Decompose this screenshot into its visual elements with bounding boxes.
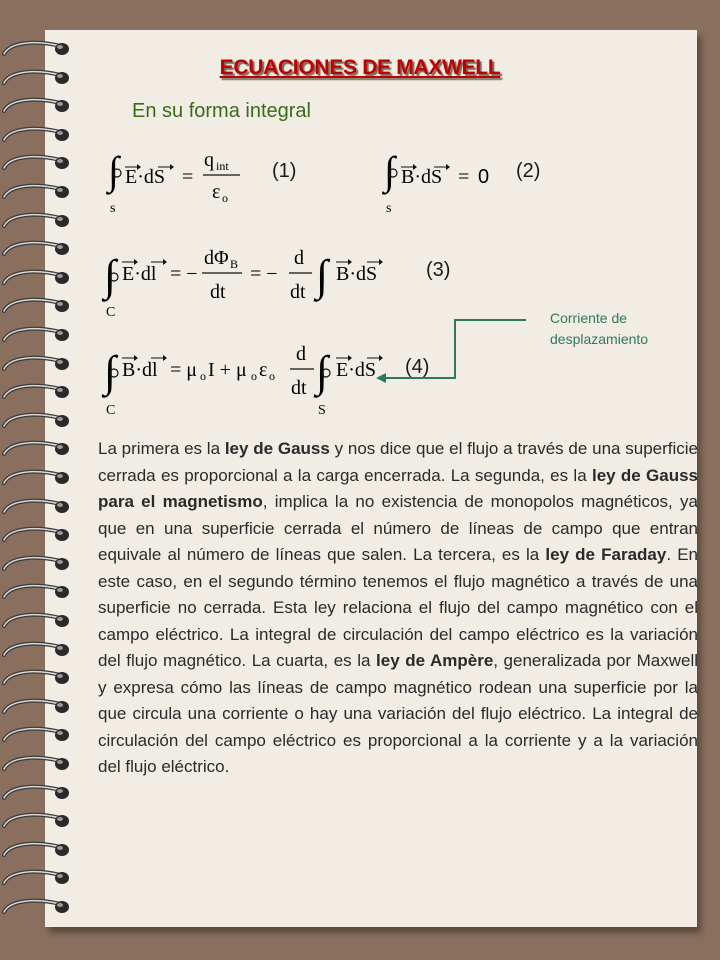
eq2-rhs: 0 — [478, 166, 490, 188]
equation-1-formula — [108, 142, 258, 222]
binding-ring — [0, 324, 78, 348]
svg-text:ε: ε — [212, 181, 221, 203]
binding-ring — [0, 696, 78, 720]
binding-ring — [0, 782, 78, 806]
svg-text:B·dl: B·dl — [122, 359, 158, 381]
binding-ring — [0, 810, 78, 834]
paragraph-text: y nos dice que el flujo a través de una superficie cerrada es proporcional a la carga encerrada. La segunda, es la — [98, 439, 699, 485]
binding-ring — [0, 639, 78, 663]
svg-text:= −: = − — [170, 263, 198, 285]
binding-ring — [0, 553, 78, 577]
equation-2-formula — [384, 142, 494, 222]
svg-text:∫: ∫ — [316, 347, 329, 396]
svg-text:= μ: = μ — [170, 359, 198, 381]
binding-ring — [0, 95, 78, 119]
svg-text:∫: ∫ — [104, 251, 117, 300]
binding-ring — [0, 210, 78, 234]
svg-text:=: = — [182, 166, 194, 188]
eq4-d: d — [296, 343, 306, 365]
binding-ring — [0, 667, 78, 691]
equation-3 — [104, 240, 394, 325]
eq2-surface: s — [386, 201, 392, 216]
paragraph-text: , generalizada por Maxwell y expresa cómo las líneas de campo magnético rodean una superficie por la que circula una corriente o hay una variación del flujo eléctrico. La integral de circulación del campo eléctrico es proporcional a la corriente y a la variación del flujo eléctrico. — [98, 651, 699, 776]
equation-3-number: (3) — [426, 259, 451, 281]
binding-ring — [0, 839, 78, 863]
eq3-numerator: dΦ — [204, 247, 229, 269]
eq4-dt: dt — [291, 377, 307, 399]
equation-3-formula — [104, 240, 394, 320]
svg-text:= −: = − — [250, 263, 278, 285]
binding-ring — [0, 152, 78, 176]
paragraph-text: , implica la no existencia de monopolos magnéticos, ya que en una superficie cerrada el número de líneas de campo que entran equivale al número de líneas que salen. La tercera, es la — [98, 492, 698, 564]
equation-1 — [108, 142, 258, 227]
binding-ring — [0, 410, 78, 434]
note-line-1: Corriente de — [550, 310, 628, 326]
equation-2 — [384, 142, 494, 227]
binding-ring — [0, 867, 78, 891]
binding-ring — [0, 724, 78, 748]
equation-1-number: (1) — [272, 160, 297, 182]
binding-ring — [0, 353, 78, 377]
binding-ring — [0, 381, 78, 405]
eq3-denominator: dt — [210, 281, 226, 303]
eq4-eps-sub: o — [269, 369, 275, 383]
eq3-d: d — [294, 247, 304, 269]
note-line-2: desplazamiento — [550, 331, 649, 347]
paragraph-text: . En este caso, en el segundo término tenemos el flujo magnético a través de una superficie no cerrada. Esta ley relaciona el flujo del campo magnético con el campo eléctrico. La integral de circulación del campo eléctrico es la variación del flujo magnético. La cuarta, es la — [98, 545, 698, 670]
page-subtitle: En su forma integral — [132, 100, 311, 122]
eq4-mu-sub-2: o — [251, 369, 257, 383]
law-name: ley de Ampère — [376, 651, 494, 670]
binding-ring — [0, 238, 78, 262]
annotation-arrow — [370, 310, 540, 390]
binding-ring — [0, 124, 78, 148]
svg-text:∫: ∫ — [104, 347, 117, 396]
svg-text:E·dl: E·dl — [122, 263, 157, 285]
binding-ring — [0, 496, 78, 520]
svg-text:∫: ∫ — [384, 148, 395, 193]
equation-4 — [104, 334, 394, 423]
eq1-denominator-sub: o — [222, 191, 228, 205]
equation-2-number: (2) — [516, 160, 541, 182]
svg-text:∫: ∫ — [316, 251, 329, 300]
eq4-mu-sub-1: o — [200, 369, 206, 383]
svg-text:B·dS: B·dS — [401, 166, 443, 188]
eq1-surface: s — [110, 201, 116, 216]
binding-ring — [0, 896, 78, 920]
explanation-paragraph — [98, 436, 698, 781]
paragraph-text: La primera es la — [98, 439, 225, 458]
svg-text:E·dS: E·dS — [125, 166, 165, 188]
page-title: ECUACIONES DE MAXWELL — [219, 56, 501, 79]
law-name: ley de Faraday — [545, 545, 667, 564]
svg-text:B·dS: B·dS — [336, 263, 378, 285]
equation-4-number: (4) — [405, 356, 430, 378]
eq3-curve: C — [106, 305, 116, 320]
eq4-surface: S — [318, 403, 326, 418]
binding-ring — [0, 267, 78, 291]
svg-text:dt: dt — [290, 281, 306, 303]
binding-ring — [0, 753, 78, 777]
law-name: ley de Gauss — [224, 439, 330, 458]
equation-4-formula — [104, 334, 394, 418]
displacement-current-note — [550, 308, 648, 350]
svg-text:=: = — [458, 166, 470, 188]
binding-ring — [0, 467, 78, 491]
eq1-numerator: q — [204, 149, 214, 171]
eq4-curve: C — [106, 403, 116, 418]
binding-ring — [0, 295, 78, 319]
svg-text:E·dS: E·dS — [336, 359, 376, 381]
eq1-numerator-sub: int — [216, 159, 229, 173]
svg-text:ε: ε — [259, 359, 268, 381]
binding-ring — [0, 524, 78, 548]
eq3-numerator-sub: B — [230, 257, 239, 271]
binding-ring — [0, 610, 78, 634]
law-name: ley de Gauss para el magnetismo — [98, 465, 699, 511]
svg-text:∫: ∫ — [108, 148, 119, 193]
binding-ring — [0, 181, 78, 205]
binding-ring — [0, 581, 78, 605]
svg-text:I + μ: I + μ — [208, 359, 247, 381]
binding-ring — [0, 438, 78, 462]
